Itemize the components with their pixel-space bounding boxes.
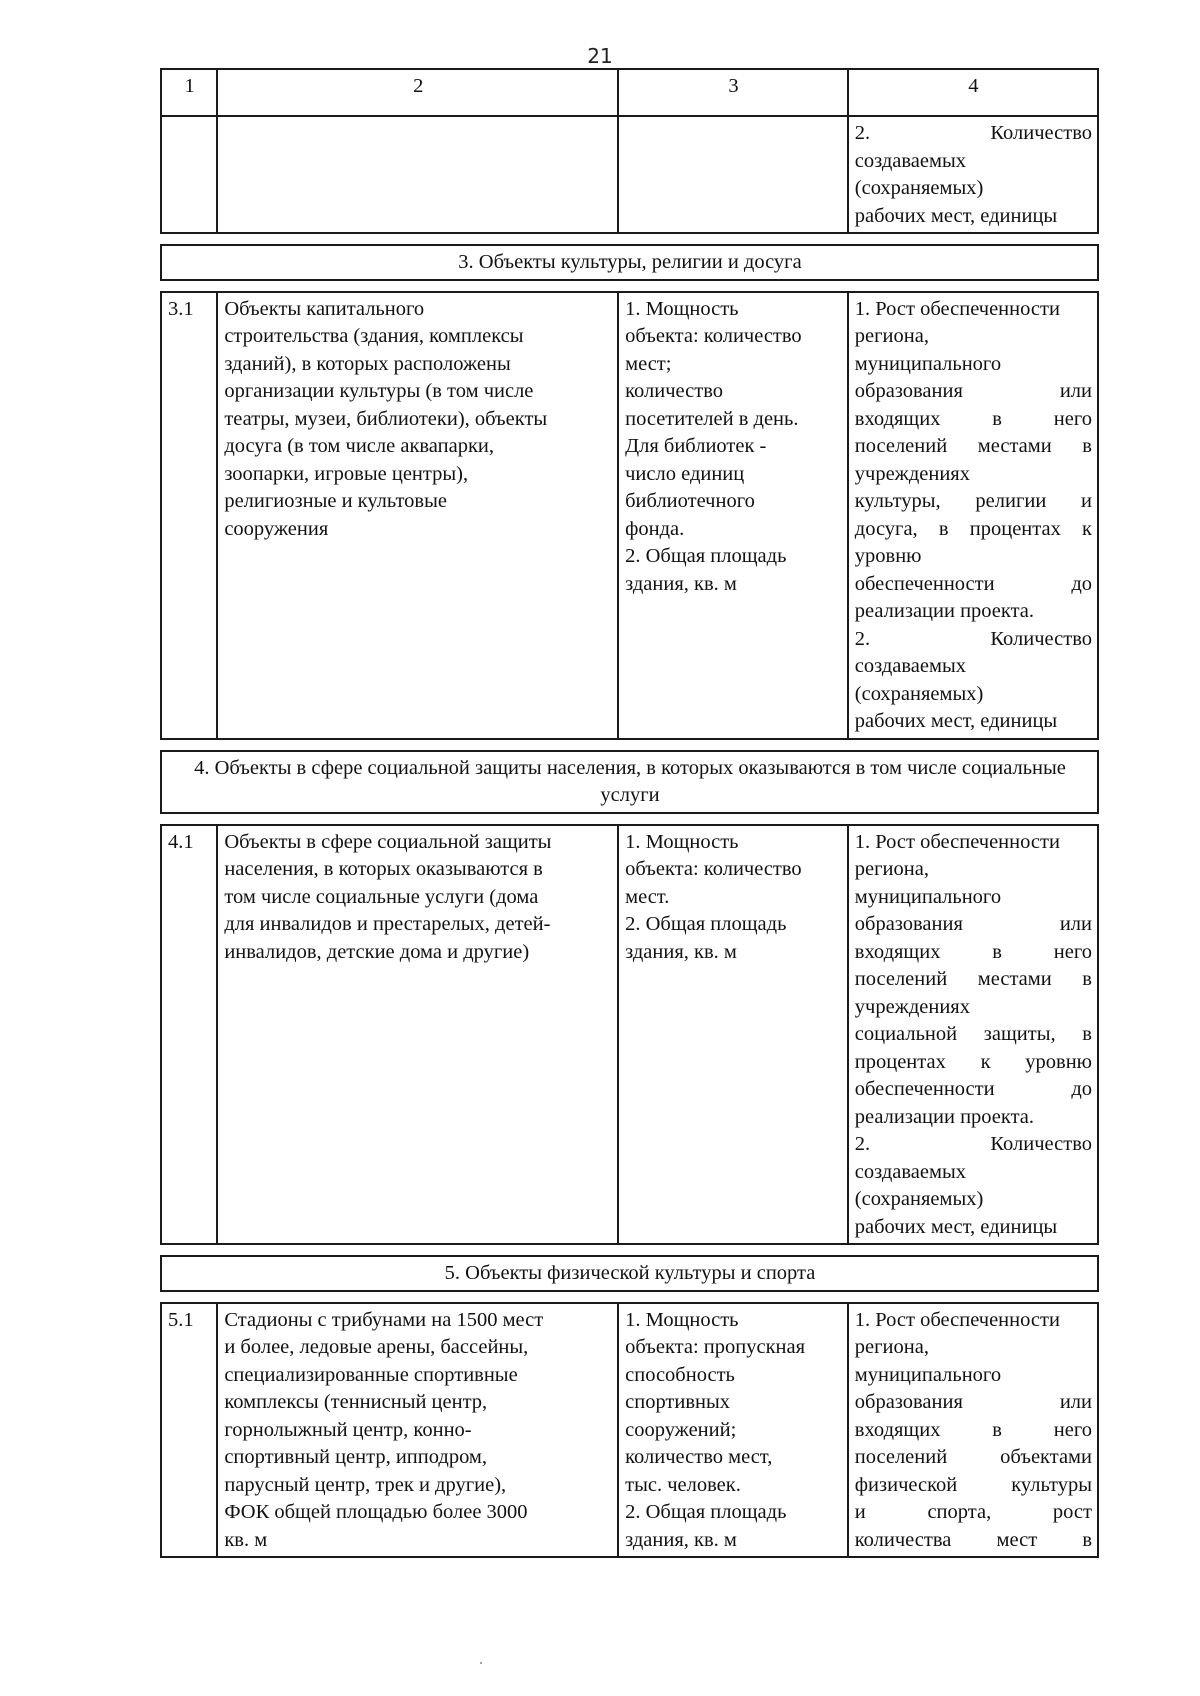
row-spacer xyxy=(161,1291,1098,1303)
text-line: реализации проекта. xyxy=(854,1105,1035,1128)
text-line: сооружения xyxy=(224,517,329,540)
table-row xyxy=(161,825,1098,1245)
text-line: входящих в него xyxy=(854,1418,1092,1441)
text-line: кв. м xyxy=(224,1528,268,1551)
text-line: 2. Общая площадь xyxy=(625,913,787,935)
indicator-cell xyxy=(618,116,848,233)
text-line: количество мест, xyxy=(625,1446,773,1468)
object-cell xyxy=(217,1303,618,1558)
spacer-cell xyxy=(161,739,1098,751)
spacer-cell xyxy=(161,1291,1098,1303)
text-line: региона, xyxy=(854,325,929,347)
row-number-cell: 3.1 xyxy=(161,292,217,739)
row-number-cell: 5.1 xyxy=(161,1303,217,1558)
text-line: 1. Рост обеспеченности xyxy=(854,1308,1060,1331)
text-line: региона, xyxy=(854,858,929,880)
text-line: инвалидов, детские дома и другие) xyxy=(224,940,530,963)
indicator-cell xyxy=(618,1303,848,1558)
text-line: муниципального xyxy=(854,885,1002,908)
text-line: процентах к уровню xyxy=(854,1050,1092,1073)
text-line: муниципального xyxy=(854,1363,1002,1386)
text-line: региона, xyxy=(854,1336,929,1358)
text-line: учреждениях xyxy=(854,995,970,1018)
page-number: 21 xyxy=(587,44,613,68)
text-line: 2. Общая площадь xyxy=(625,545,787,567)
text-line: число единиц xyxy=(625,462,745,485)
text-line: посетителей в день. xyxy=(625,407,799,430)
header-cell: 3 xyxy=(618,69,848,116)
text-line: библиотечного xyxy=(625,490,755,512)
text-line: спортивный центр, ипподром, xyxy=(224,1446,488,1468)
text-line: создаваемых xyxy=(854,149,966,172)
section-heading-row xyxy=(161,1256,1098,1291)
text-line: образования или xyxy=(854,380,1092,402)
text-line: Стадионы с трибунами на 1500 мест xyxy=(224,1308,544,1331)
section-title: 3. Объекты культуры, религии и досуга xyxy=(161,245,1098,280)
text-line: и спорта, рост xyxy=(854,1501,1092,1523)
text-line: входящих в него xyxy=(854,407,1092,430)
text-line: для инвалидов и престарелых, детей- xyxy=(224,913,551,935)
text-line: здания, кв. м xyxy=(625,572,737,595)
object-cell xyxy=(217,825,618,1245)
text-line: (сохраняемых) xyxy=(854,177,984,199)
text-line: комплексы (теннисный центр, xyxy=(224,1391,488,1413)
text-line: том числе социальные услуги (дома xyxy=(224,885,539,908)
text-line: парусный центр, трек и другие), xyxy=(224,1473,507,1496)
text-line: социальной защиты, в xyxy=(854,1023,1092,1045)
text-line: реализации проекта. xyxy=(854,600,1035,622)
text-line: 1. Рост обеспеченности xyxy=(854,297,1060,320)
text-line: горнолыжный центр, конно- xyxy=(224,1418,472,1441)
text-line: Объекты в сфере социальной защиты xyxy=(224,830,552,853)
section-heading-row xyxy=(161,751,1098,813)
text-line: зданий), в которых расположены xyxy=(224,352,511,375)
spacer-cell xyxy=(161,813,1098,825)
object-cell xyxy=(217,116,618,233)
text-line: 1. Мощность xyxy=(625,297,739,320)
text-line: обеспеченности до xyxy=(854,572,1092,595)
text-line: культуры, религии и xyxy=(854,490,1092,512)
text-line: (сохраняемых) xyxy=(854,682,984,705)
continued-row xyxy=(161,116,1098,233)
text-line: учреждениях xyxy=(854,462,970,485)
spacer-cell xyxy=(161,233,1098,245)
text-line: строительства (здания, комплексы xyxy=(224,325,524,347)
text-line: досуга (в том числе аквапарки, xyxy=(224,435,495,457)
row-spacer xyxy=(161,1244,1098,1256)
text-line: 1. Мощность xyxy=(625,830,739,853)
text-line: 2. Количество xyxy=(854,627,1092,650)
text-line: рабочих мест, единицы xyxy=(854,204,1058,227)
indicator-cell xyxy=(618,292,848,739)
text-line: объекта: количество xyxy=(625,325,802,347)
header-row xyxy=(161,69,1098,116)
text-line: здания, кв. м xyxy=(625,940,737,963)
text-line: мест. xyxy=(625,885,670,908)
text-line: фонда. xyxy=(625,517,685,540)
text-line: обеспеченности до xyxy=(854,1078,1092,1100)
header-cell: 4 xyxy=(848,69,1098,116)
header-cell: 2 xyxy=(217,69,618,116)
text-line: сооружений; xyxy=(625,1418,737,1441)
text-line: образования или xyxy=(854,913,1092,935)
text-line: 2. Количество xyxy=(854,122,1092,144)
section-title: 5. Объекты физической культуры и спорта xyxy=(161,1256,1098,1291)
text-line: поселений местами в xyxy=(854,435,1092,457)
text-line: поселений объектами xyxy=(854,1446,1092,1468)
indicators-table xyxy=(160,68,1099,1558)
text-line: Для библиотек - xyxy=(625,435,767,457)
text-line: физической культуры xyxy=(854,1473,1092,1496)
row-spacer xyxy=(161,233,1098,245)
result-cell xyxy=(848,292,1098,739)
result-cell xyxy=(848,825,1098,1245)
text-line: религиозные и культовые xyxy=(224,490,447,512)
row-number-cell: 4.1 xyxy=(161,825,217,1245)
object-cell xyxy=(217,292,618,739)
indicator-cell xyxy=(618,825,848,1245)
row-spacer xyxy=(161,280,1098,292)
text-line: объекта: количество xyxy=(625,858,802,880)
text-line: уровню xyxy=(854,545,922,567)
section-heading-row xyxy=(161,245,1098,280)
text-line: создаваемых xyxy=(854,655,966,677)
text-line: досуга, в процентах к xyxy=(854,517,1092,540)
scan-speck xyxy=(480,1662,482,1664)
text-line: создаваемых xyxy=(854,1160,966,1183)
result-cell xyxy=(848,116,1098,233)
text-line: рабочих мест, единицы xyxy=(854,710,1058,732)
text-line: театры, музеи, библиотеки), объекты xyxy=(224,407,548,430)
text-line: 2. Общая площадь xyxy=(625,1501,787,1523)
table-row xyxy=(161,1303,1098,1558)
text-line: специализированные спортивные xyxy=(224,1363,518,1386)
text-line: 1. Рост обеспеченности xyxy=(854,830,1060,853)
text-line: спортивных xyxy=(625,1391,731,1413)
text-line: организации культуры (в том числе xyxy=(224,380,534,402)
text-line: образования или xyxy=(854,1391,1092,1413)
text-line: и более, ледовые арены, бассейны, xyxy=(224,1336,529,1358)
text-line: (сохраняемых) xyxy=(854,1188,984,1210)
text-line: рабочих мест, единицы xyxy=(854,1215,1058,1238)
text-line: мест; xyxy=(625,352,672,375)
text-line: входящих в него xyxy=(854,940,1092,963)
text-line: тыс. человек. xyxy=(625,1473,741,1496)
text-line: муниципального xyxy=(854,352,1002,375)
result-cell xyxy=(848,1303,1098,1558)
section-title: 4. Объекты в сфере социальной защиты населения, в которых оказываются в том числе социальные услуги xyxy=(161,751,1098,813)
text-line: количество xyxy=(625,380,723,402)
text-line: зоопарки, игровые центры), xyxy=(224,462,469,485)
text-line: населения, в которых оказываются в xyxy=(224,858,543,880)
text-line: поселений местами в xyxy=(854,968,1092,990)
row-number-cell xyxy=(161,116,217,233)
text-line: количества мест в xyxy=(854,1528,1092,1551)
text-line: Объекты капитального xyxy=(224,297,425,320)
table-row xyxy=(161,292,1098,739)
text-line: 2. Количество xyxy=(854,1133,1092,1155)
spacer-cell xyxy=(161,280,1098,292)
text-line: ФОК общей площадью более 3000 xyxy=(224,1501,528,1523)
row-spacer xyxy=(161,739,1098,751)
spacer-cell xyxy=(161,1244,1098,1256)
text-line: 1. Мощность xyxy=(625,1308,739,1331)
text-line: способность xyxy=(625,1363,735,1386)
row-spacer xyxy=(161,813,1098,825)
text-line: здания, кв. м xyxy=(625,1528,737,1551)
header-cell: 1 xyxy=(161,69,217,116)
text-line: объекта: пропускная xyxy=(625,1336,806,1358)
